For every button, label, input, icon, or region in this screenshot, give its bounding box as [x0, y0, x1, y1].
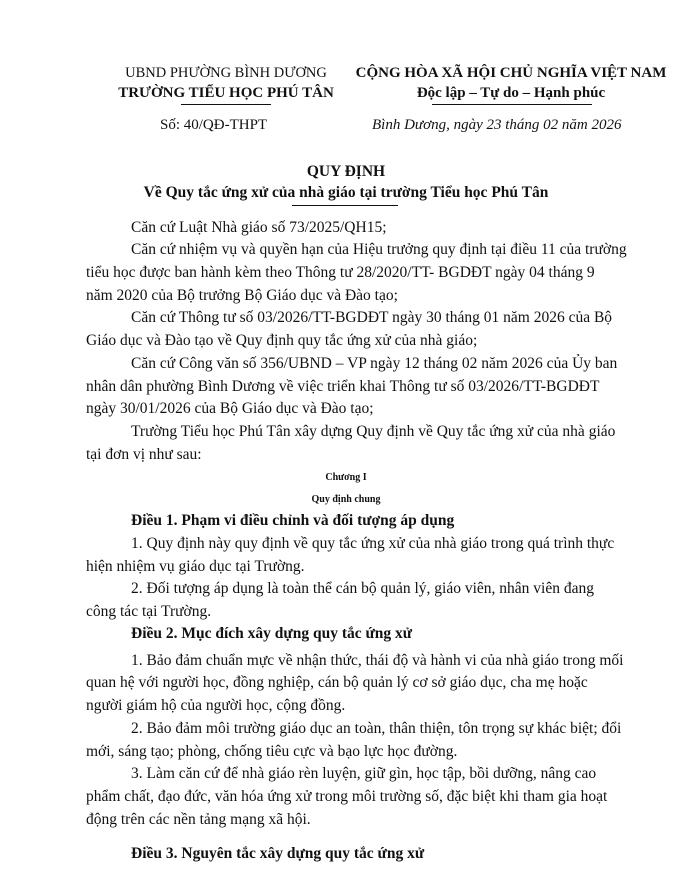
national-motto [352, 64, 670, 103]
authority-line: UBND PHƯỜNG BÌNH DƯƠNG [125, 65, 327, 81]
school-name: TRƯỜNG TIỂU HỌC PHÚ TÂN [118, 85, 334, 101]
article-heading: Điều 2. Mục đích xây dựng quy tắc ứng xử [131, 625, 413, 642]
chapter-title: Quy định chung [311, 494, 381, 505]
header-left-divider [181, 104, 271, 105]
article-line: 2. Bảo đảm môi trường giáo dục an toàn, thân thiện, tôn trọng sự khác biệt; đổi [131, 720, 622, 737]
preamble-line: Căn cứ Luật Nhà giáo số 73/2025/QH15; [131, 219, 387, 236]
preamble-line: tại đơn vị như sau: [86, 446, 202, 463]
article-line: 2. Đối tượng áp dụng là toàn thể cán bộ quản lý, giáo viên, nhân viên đang [131, 580, 594, 597]
preamble-line: Trường Tiểu học Phú Tân xây dựng Quy định về Quy tắc ứng xử của nhà giáo [131, 423, 616, 440]
article-line: người giám hộ của người học, cộng đồng. [86, 697, 346, 714]
document-header [0, 64, 692, 104]
motto-line: Độc lập – Tự do – Hạnh phúc [416, 85, 606, 101]
article-line: 1. Bảo đảm chuẩn mực về nhận thức, thái độ và hành vi của nhà giáo trong mối [131, 652, 624, 669]
preamble-line: ngày 30/01/2026 của Bộ Giáo dục và Đào tạo; [86, 400, 374, 417]
preamble-line: nhân dân phường Bình Dương về việc triển khai Thông tư số 03/2026/TT-BGDĐT [86, 378, 600, 395]
place-date: Bình Dương, ngày 23 tháng 02 năm 2026 [372, 117, 622, 133]
article-line: động trên các nền tảng mạng xã hội. [86, 811, 311, 828]
preamble-line: Căn cứ Thông tư số 03/2026/TT-BGDĐT ngày 30 tháng 01 năm 2026 của Bộ [131, 309, 613, 326]
article-line: mới, sáng tạo; phòng, chống tiêu cực và bạo lực học đường. [86, 743, 458, 760]
header-right-divider [432, 104, 592, 105]
article-heading: Điều 1. Phạm vi điều chỉnh và đối tượng áp dụng [131, 512, 455, 529]
article-line: 3. Làm căn cứ để nhà giáo rèn luyện, giữ gìn, học tập, bồi dưỡng, nâng cao [131, 765, 597, 782]
preamble-line: Căn cứ Công văn số 356/UBND – VP ngày 12 tháng 02 năm 2026 của Ủy ban [131, 355, 618, 372]
preamble-line: Giáo dục và Đào tạo về Quy định quy tắc ứng xử của nhà giáo; [86, 332, 478, 349]
issuing-authority [106, 64, 346, 103]
article-line: quan hệ với người học, đồng nghiệp, cán bộ quản lý cơ sở giáo dục, cha mẹ hoặc [86, 674, 588, 691]
article-line: phẩm chất, đạo đức, văn hóa ứng xử trong môi trường số, đặc biệt khi tham gia hoạt [86, 788, 608, 805]
preamble-line: năm 2020 của Bộ trưởng Bộ Giáo dục và Đào tạo; [86, 287, 398, 304]
article-line: công tác tại Trường. [86, 603, 212, 620]
article-line: 1. Quy định này quy định về quy tắc ứng xử của nhà giáo trong quá trình thực [131, 535, 615, 552]
preamble-line: tiểu học được ban hành kèm theo Thông tư 28/2020/TT- BGDĐT ngày 04 tháng 9 [86, 264, 595, 281]
article-heading: Điều 3. Nguyên tắc xây dựng quy tắc ứng xử [131, 845, 425, 862]
chapter-label: Chương I [325, 472, 367, 483]
document-number: Số: 40/QĐ-THPT [160, 117, 268, 133]
document-title: QUY ĐỊNH [306, 163, 386, 180]
title-divider [292, 205, 398, 206]
preamble-line: Căn cứ nhiệm vụ và quyền hạn của Hiệu trưởng quy định tại điều 11 của trường [131, 241, 627, 258]
country-name: CỘNG HÒA XÃ HỘI CHỦ NGHĨA VIỆT NAM [355, 65, 667, 81]
article-line: hiện nhiệm vụ giáo dục tại Trường. [86, 558, 305, 575]
document-subtitle: Về Quy tắc ứng xử của nhà giáo tại trường Tiểu học Phú Tân [143, 184, 549, 201]
